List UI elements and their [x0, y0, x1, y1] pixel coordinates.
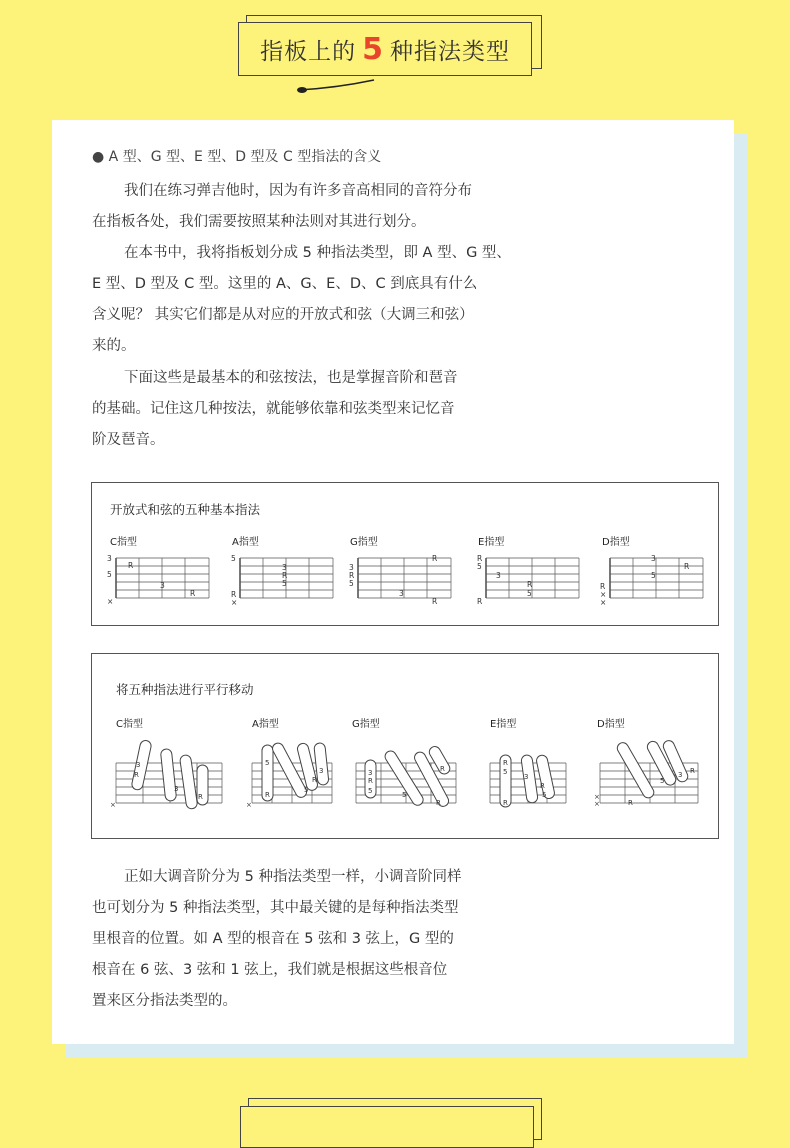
svg-text:3: 3 [282, 563, 287, 572]
svg-text:R: R [684, 562, 690, 571]
pen-stroke-icon [296, 78, 376, 94]
svg-text:R: R [600, 582, 606, 591]
svg-text:R: R [436, 799, 441, 807]
svg-text:×: × [600, 590, 607, 599]
open-chord-label-a: A指型 [232, 537, 259, 548]
svg-text:R: R [432, 597, 438, 606]
svg-text:3: 3 [136, 761, 141, 769]
svg-text:3: 3 [651, 554, 656, 563]
parallel-label-g: G指型 [352, 719, 380, 730]
parallel-move-box-title: 将五种指法进行平行移动 [116, 682, 254, 697]
svg-text:R: R [628, 799, 633, 807]
open-chord-label-g: G指型 [350, 537, 378, 548]
parallel-label-c: C指型 [116, 719, 143, 730]
svg-text:R: R [190, 589, 196, 598]
parallel-diagram-e [484, 735, 570, 810]
svg-text:R: R [198, 793, 203, 801]
header-number: 5 [362, 31, 384, 67]
svg-text:×: × [107, 597, 114, 606]
svg-text:3: 3 [368, 769, 373, 777]
svg-text:5: 5 [107, 570, 112, 579]
svg-text:5: 5 [282, 579, 287, 588]
svg-text:×: × [594, 793, 600, 801]
parallel-diagram-a [244, 735, 336, 810]
svg-text:×: × [594, 800, 600, 808]
svg-text:5: 5 [368, 787, 373, 795]
parallel-label-a: A指型 [252, 719, 279, 730]
svg-text:R: R [503, 799, 508, 807]
svg-text:×: × [231, 598, 238, 607]
open-chord-diagram-a [228, 552, 338, 610]
svg-text:5: 5 [527, 589, 532, 598]
parallel-diagram-g [350, 735, 460, 810]
svg-text:5: 5 [349, 579, 354, 588]
open-chord-diagram-e [474, 552, 584, 610]
svg-text:5: 5 [651, 571, 656, 580]
parallel-label-e: E指型 [490, 719, 517, 730]
open-chord-diagram-g [346, 552, 456, 610]
parallel-diagram-d [592, 735, 702, 810]
svg-text:5: 5 [542, 791, 547, 799]
bullet-heading: ● A 型、G 型、E 型、D 型及 C 型指法的含义 [92, 149, 382, 165]
svg-text:R: R [134, 771, 139, 779]
svg-text:R: R [282, 571, 288, 580]
svg-text:5: 5 [304, 786, 309, 794]
svg-text:3: 3 [524, 773, 529, 781]
parallel-diagram-c [108, 735, 226, 810]
open-chord-diagram-d [598, 552, 708, 610]
paragraph-1: 我们在练习弹吉他时，因为有许多音高相同的音符分布 在指板各处，我们需要按照某种法则对其进行划分。 [92, 183, 472, 230]
next-section-header [240, 1106, 534, 1148]
svg-text:R: R [440, 765, 445, 773]
svg-text:R: R [527, 580, 533, 589]
svg-text:3: 3 [107, 554, 112, 563]
svg-text:R: R [503, 759, 508, 767]
svg-text:R: R [349, 571, 355, 580]
svg-text:×: × [600, 598, 607, 607]
svg-text:5: 5 [477, 562, 482, 571]
svg-text:R: R [477, 597, 483, 606]
svg-text:R: R [432, 554, 438, 563]
svg-text:R: R [690, 767, 695, 775]
svg-text:R: R [265, 791, 270, 799]
svg-text:5: 5 [402, 791, 407, 799]
parallel-label-d: D指型 [597, 719, 625, 730]
section-header [238, 22, 532, 76]
paragraph-4: 正如大调音阶分为 5 种指法类型一样，小调音阶同样 也可划分为 5 种指法类型，其中最关键的是每种指法类型 里根音的位置。如 A 型的根音在 5 弦和 3 弦上，G 型的 根音在 6 弦、3 弦和 1 弦上，我们就是根据这些根音位 置来区分指法类型的。 [92, 869, 462, 1009]
paragraph-3: 下面这些是最基本的和弦按法，也是掌握音阶和琶音 的基础。记住这几种按法，就能够依靠和弦类型来记忆音 阶及琶音。 [92, 370, 458, 448]
svg-text:R: R [231, 590, 237, 599]
svg-text:×: × [110, 801, 116, 809]
svg-text:×: × [246, 801, 252, 809]
svg-text:R: R [477, 554, 483, 563]
open-chord-label-c: C指型 [110, 537, 137, 548]
svg-text:R: R [128, 561, 134, 570]
svg-text:3: 3 [678, 771, 683, 779]
open-chord-box-title: 开放式和弦的五种基本指法 [110, 502, 261, 517]
svg-text:3: 3 [174, 785, 179, 793]
open-chord-label-d: D指型 [602, 537, 630, 548]
svg-text:3: 3 [399, 589, 404, 598]
svg-text:R: R [368, 777, 373, 785]
svg-text:3: 3 [349, 563, 354, 572]
svg-text:R: R [540, 782, 545, 790]
open-chord-diagram-c [104, 552, 214, 610]
open-chord-label-e: E指型 [478, 537, 505, 548]
header-title: 指板上的 5 种指法类型 [260, 31, 510, 67]
svg-text:R: R [312, 776, 317, 784]
svg-text:3: 3 [319, 767, 324, 775]
svg-text:5: 5 [660, 777, 665, 785]
svg-text:3: 3 [160, 581, 165, 590]
svg-text:5: 5 [503, 768, 508, 776]
svg-text:5: 5 [231, 554, 236, 563]
paragraph-2: 在本书中，我将指板划分成 5 种指法类型，即 A 型、G 型、 E 型、D 型及 C 型。这里的 A、G、E、D、C 到底具有什么 含义呢？ 其实它们都是从对应的开放式和弦（大调三和弦） 来的。 [92, 245, 511, 354]
svg-text:5: 5 [265, 759, 270, 767]
svg-text:3: 3 [496, 571, 501, 580]
